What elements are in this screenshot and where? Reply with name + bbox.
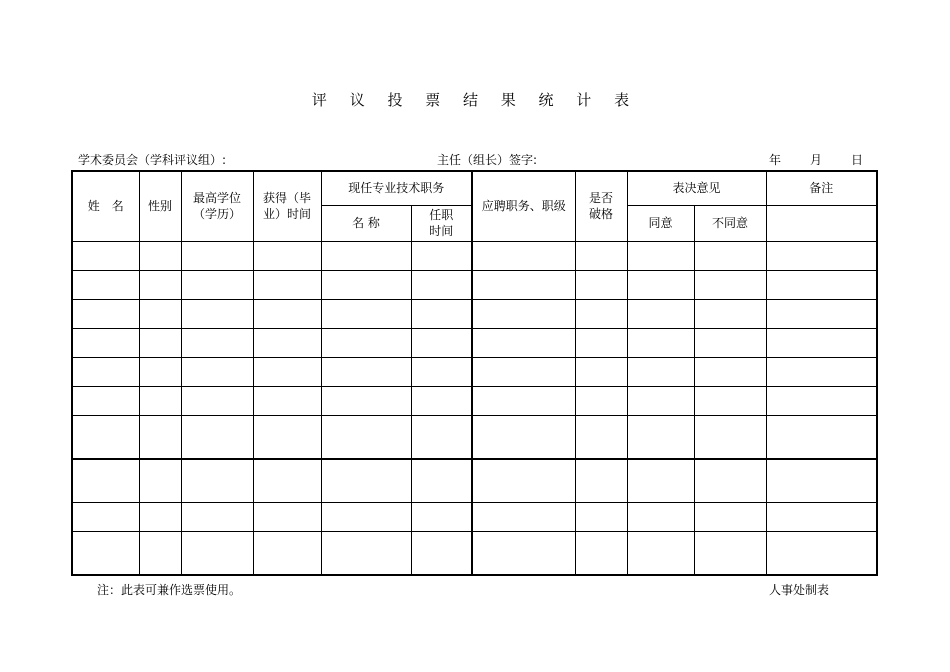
header-obtained-time: 获得（毕 业）时间: [253, 171, 321, 241]
signature-label: 主任（组长）签字:: [437, 153, 538, 167]
table-row: [72, 415, 877, 459]
committee-label: 学术委员会（学科评议组）:: [78, 153, 227, 167]
footer-issuer: 人事处制表: [769, 583, 830, 597]
table-row: [72, 502, 877, 531]
table-row: [72, 270, 877, 299]
date-day-label: 日: [851, 153, 864, 167]
remarks-subcell: [766, 205, 877, 241]
header-exceptional: 是否 破格: [575, 171, 627, 241]
header-disagree: 不同意: [694, 205, 766, 241]
header-name: 姓 名: [72, 171, 139, 241]
date-month-label: 月: [810, 153, 823, 167]
table-row: [72, 386, 877, 415]
footer-note: 注：此表可兼作选票使用。: [97, 583, 242, 597]
date-year-label: 年: [769, 153, 782, 167]
header-remarks: 备注: [766, 171, 877, 205]
header-applied-post: 应聘职务、职级: [472, 171, 575, 241]
header-gender: 性别: [139, 171, 181, 241]
header-vote-result: 表决意见: [627, 171, 766, 205]
vote-result-table: [71, 170, 878, 576]
header-agree: 同意: [627, 205, 694, 241]
form-title: 评 议 投 票 结 果 统 计 表: [311, 91, 639, 109]
table-row: [72, 299, 877, 328]
table-header-row: [72, 171, 877, 205]
header-title-name: 名 称: [321, 205, 411, 241]
table-row: [72, 459, 877, 503]
table-row: [72, 241, 877, 270]
header-highest-degree: 最高学位 （学历）: [181, 171, 253, 241]
table-row: [72, 328, 877, 357]
header-appointment-time: 任职 时间: [411, 205, 472, 241]
table-row: [72, 357, 877, 386]
header-current-title: 现任专业技术职务: [321, 171, 472, 205]
table-row: [72, 531, 877, 575]
